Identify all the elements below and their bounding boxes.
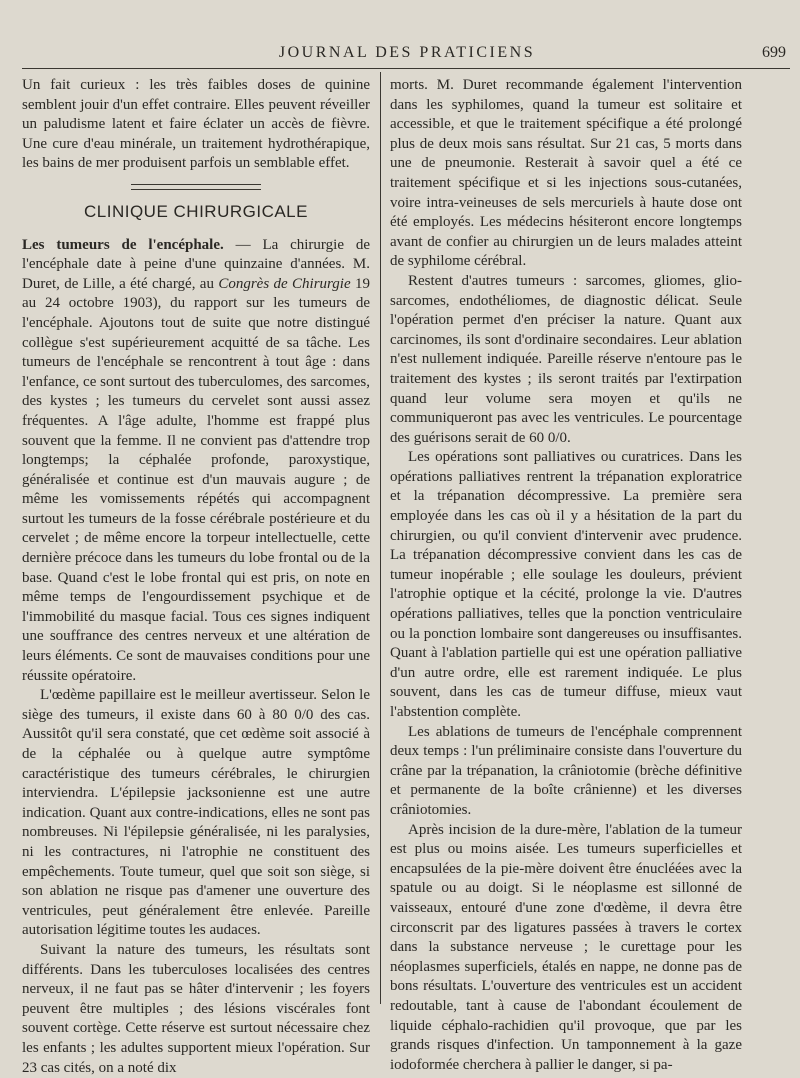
- section-title: CLINIQUE CHIRURGICALE: [84, 201, 308, 221]
- paragraph-text: — La chirurgie de l'encéphale date à peine d'une quinzaine d'années. M. Duret, de Lille, a été chargé, au: [22, 236, 370, 292]
- paragraph-operations: Les opérations sont palliatives ou curatrices. Dans les opérations palliatives rentrent la trépanation exploratrice et la trépanation décompressive. La première sera employée dans les cas où il y a hésitation de la part du chirurgien, ou qu'il convient d'intervenir avec prudence. La trépanation décompressive convient dans les cas de tumeur inopérable ; elle soulage les douleurs, prévient l'atrophie optique et la cécité, prolonge la vie. D'autres opérations palliatives, telles que la ponction ventriculaire ou la ponction lombaire sont dangereuses ou insuffisantes. Quant à l'ablation partielle qui est une opération palliative d'un autre ordre, elle est rarement indiquée. Le plus souvent, dans les cas de tumeur diffuse, mieux vaut l'abstention complète.: [390, 449, 742, 720]
- congress-name: Congrès de Chirurgie: [218, 275, 351, 292]
- journal-title: JOURNAL DES PRATICIENS: [278, 44, 536, 61]
- section-divider: [131, 184, 261, 190]
- paragraph-dure-mere: Après incision de la dure-mère, l'ablation de la tumeur est plus ou moins aisée. Les tumeurs superficielles et encapsulées de la pie-mère doivent être énucléées avec la spatule ou au doigt. Si le néoplasme est sillonné de vaisseaux, entouré d'une zone d'œdème, il devra être circonscrit par des ligatures passées à travers le cortex dans la substance nerveuse ; le curettage pour les néoplasmes superficiels, étalés en nappe, ne donne pas de bons résultats. L'ouverture des ventricules est un accident redoutable, tant à cause de l'abondant écoulement de liquide céphalo-rachidien qu'il provoque, que par les grands risques d'infection. Un tamponnement à la gaze iodoformée cherchera à pallier le danger, si pa-: [390, 821, 742, 1073]
- header-rule: [22, 68, 790, 69]
- paragraph-autres-tumeurs: Restent d'autres tumeurs : sarcomes, gliomes, glio-sarcomes, endothéliomes, de diagnostic délicat. Seule l'opération permet d'en préciser la nature. Quant aux carcinomes, ils sont d'ordinaire secondaires. Leur ablation n'est nullement indiquée. Pareille réserve n'entoure pas le traitement des kystes ; ils seront traités par l'extirpation quand leur volume sera moyen et qu'ils ne communiqueront pas avec les ventricules. Le pourcentage des guérisons serait de 60 0/0.: [390, 272, 742, 446]
- page-number: 699: [762, 44, 786, 61]
- paragraph-resultats: Suivant la nature des tumeurs, les résultats sont différents. Dans les tuberculoses localisées des centres nerveux, il ne faut pas se hâter d'intervenir ; les foyers peuvent être multiples ; des lésions viscérales font souvent cortège. Cette réserve est surtout nécessaire chez les enfants ; les adultes supportent mieux l'opération. Sur 23 cas cités, on a noté dix: [22, 941, 370, 1076]
- paragraph-quinine: Un fait curieux : les très faibles doses de quinine semblent jouir d'un effet contraire. Elles peuvent réveiller un paludisme latent et faire éclater un accès de fièvre. Une cure d'eau minérale, un traitement hydrothérapique, les bains de mer produisent parfois un semblable effet.: [22, 77, 370, 172]
- paragraph-syphilomes: morts. M. Duret recommande également l'intervention dans les syphilomes, quand la tumeur est solitaire et accessible, et que le traitement spécifique a été prolongé plus de deux mois sans résultat. Sur 21 cas, 5 morts dans une de pneumonie. Resterait à savoir quel a été ce traitement spécifique et si les injections sous-cutanées, voire intra-veineuses de sels mercuriels à haute dose ont été employés. Les médecins hésiteront encore longtemps avant de confier au chirurgien un de leurs malades atteint de syphilome cérébral.: [390, 77, 742, 270]
- paragraph-oedeme: L'œdème papillaire est le meilleur avertisseur. Selon le siège des tumeurs, il existe dans 60 à 80 0/0 des cas. Aussitôt qu'il sera constaté, que cet œdème soit associé à de la céphalée ou à quelque autre symptôme caractéristique des tumeurs cérébrales, le chirurgien interviendra. L'épilepsie jacksonienne est une autre indication. Quant aux contre-indications, elles ne sont pas nombreuses. Ni l'épilepsie généralisée, ni les paralysies, ni les contractures, ni l'atrophie ne constituent des empêchements. Toute tumeur, quel que soit son siège, si son ablation ne risque pas d'amener une ouverture des ventricules, peut généralement être enlevée. Pareille autorisation légitime toutes les audaces.: [22, 687, 370, 939]
- subsection-title: Les tumeurs de l'encéphale.: [22, 236, 224, 253]
- running-head: [22, 40, 792, 66]
- paragraph-encephale-intro: [22, 236, 370, 687]
- column-divider: [380, 72, 381, 1004]
- paragraph-text: 19 au 24 octobre 1903), du rapport sur les tumeurs de l'encéphale. Ajoutons tout de suite que notre distingué collègue s'est supérieurement acquitté de sa tâche. Les tumeurs de l'encéphale se rencontrent à tout âge : dans l'enfance, ce sont surtout des tuberculomes, des sarcomes, des kystes ; les tumeurs du cervelet sont aussi assez fréquentes. A l'âge adulte, l'homme est frappé plus souvent que la femme. Il ne convient pas d'attendre trop longtemps; la céphalée profonde, paroxystique, généralisée et continue est d'un mauvais augure ; de même les vomissements répétés qui accompagnent surtout les tumeurs de la fosse cérébrale postérieure et du cervelet ; de même encore la torpeur intellectuelle, cette dernière précoce dans les tumeurs du lobe frontal ou de la base. Quand c'est le lobe frontal qui est pris, on note en même temps de l'engourdissement psychique et de l'immobilité du masque facial. Tous ces signes indiquent une souffrance des centres nerveux et une altération de leurs éléments. Ce sont de mauvaises conditions pour une réussite opératoire.: [22, 275, 370, 684]
- left-column: [22, 76, 370, 1078]
- paragraph-ablations: Les ablations de tumeurs de l'encéphale comprennent deux temps : l'un préliminaire consiste dans l'ouverture du crâne par la trépanation, la crâniotomie (brèche définitive et permanente de la boîte crânienne) et les diverses crâniotomies.: [390, 723, 742, 818]
- right-column: [390, 76, 742, 1075]
